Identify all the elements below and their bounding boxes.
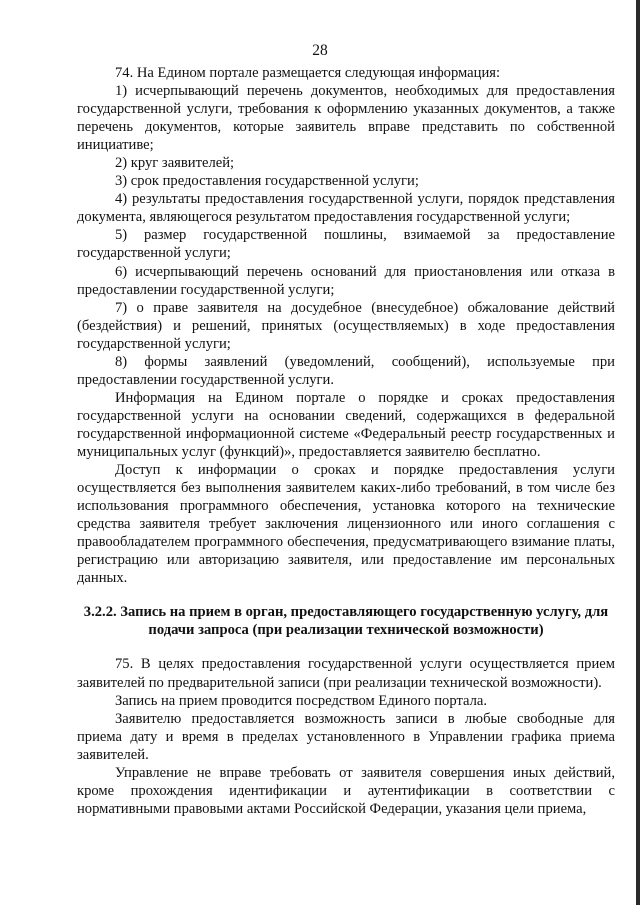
paragraph-75: 75. В целях предоставления государственной услуги осуществляется прием заявителей по предварительной записи (при реализации технической возможности). (77, 656, 615, 691)
paragraph-access: Доступ к информации о сроках и порядке предоставления услуги осуществляется без выполнения заявителем каких-либо требований, в том числе без использования программного обеспечения, установка которого на технические средства заявителя требует заключения лицензионного или иного соглашения с правообладателем программного обеспечения, предусматривающего взимание платы, регистрацию или авторизацию заявителя, или предоставление им персональных данных. (77, 462, 615, 587)
list-item-5: 5) размер государственной пошлины, взимаемой за предоставление государственной услуги; (77, 227, 615, 262)
paragraph-info-free: Информация на Едином портале о порядке и сроках предоставления государственной услуги на основании сведений, содержащихся в федеральной государственной информационной системе «Федеральный реестр государственных и муниципальных услуг (функций)», предоставляется заявителю бесплатно. (77, 389, 615, 460)
section-heading-3-2-2: 3.2.2. Запись на прием в орган, предоставляющего государственную услугу, для подачи запроса (при реализации технической возможности) (83, 604, 609, 639)
paragraph-appointment-portal: Запись на прием проводится посредством Единого портала. (115, 692, 488, 709)
scan-edge (636, 0, 640, 905)
paragraph-appointment-slot: Заявителю предоставляется возможность записи в любые свободные для приема дату и время в пределах установленного в Управлении графика приема заявителей. (77, 710, 615, 763)
list-item-6: 6) исчерпывающий перечень оснований для приостановления или отказа в предоставлении государственной услуги; (77, 263, 615, 298)
list-item-4: 4) результаты предоставления государственной услуги, порядок представления документа, являющегося результатом предоставления государственной услуги; (77, 191, 615, 226)
list-item-2: 2) круг заявителей; (115, 155, 235, 172)
document-body (77, 64, 615, 818)
paragraph-74-intro: 74. На Едином портале размещается следующая информация: (115, 65, 501, 81)
page-number: 28 (312, 42, 328, 59)
list-item-1: 1) исчерпывающий перечень документов, необходимых для предоставления государственной услуги, требования к оформлению указанных документов, а также перечень документов, которые заявитель вправе представить по собственной инициативе; (77, 83, 615, 154)
paragraph-department-restrictions: Управление не вправе требовать от заявителя совершения иных действий, кроме прохождения идентификации и аутентификации в соответствии с нормативными правовыми актами Российской Федерации, указания цели приема, (77, 764, 615, 817)
list-item-8: 8) формы заявлений (уведомлений, сообщений), используемые при предоставлении государственной услуги. (77, 353, 615, 388)
list-item-7: 7) о праве заявителя на досудебное (внесудебное) обжалование действий (бездействия) и решений, принятых (осуществляемых) в ходе предоставления государственной услуги; (77, 299, 615, 352)
list-item-3: 3) срок предоставления государственной услуги; (115, 173, 419, 190)
